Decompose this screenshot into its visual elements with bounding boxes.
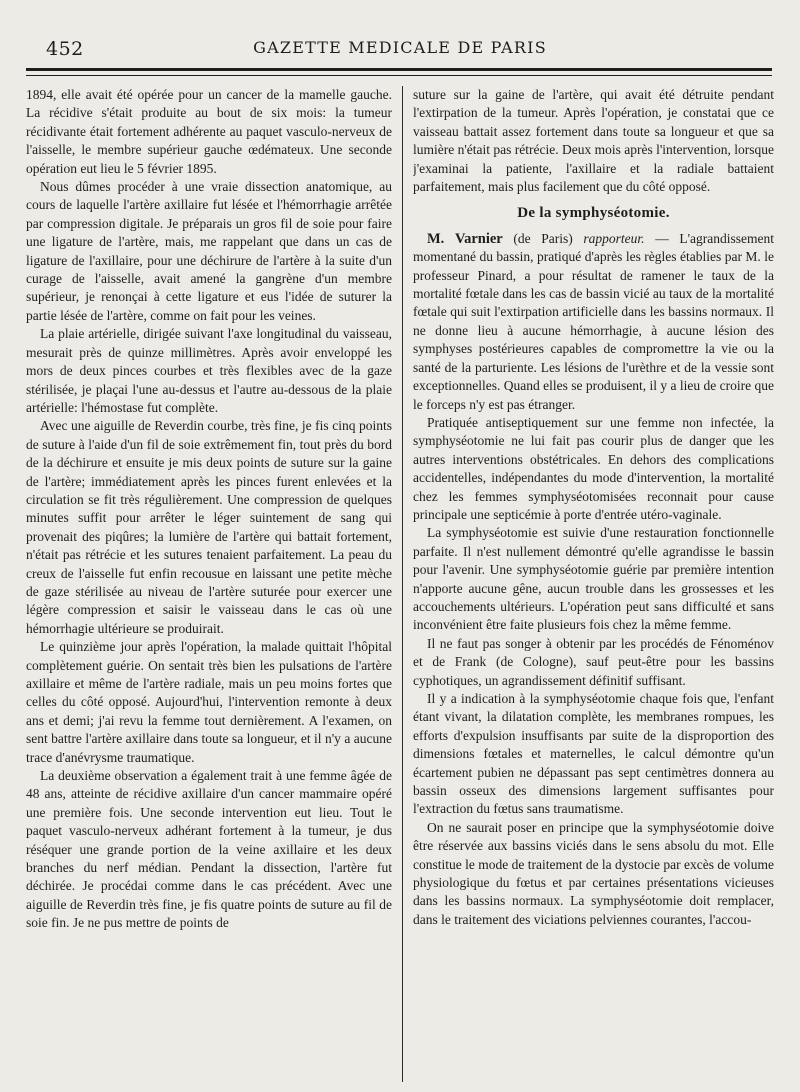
paragraph: La deuxième observation a également trait à une femme âgée de 48 ans, atteinte de récidive axillaire d'un cancer mammaire opéré une première fois. Une seconde intervention eut lieu. Tout le paquet vasculo-nerveux adhérant fortement à la tumeur, je dus réséquer une grande portion de la veine axillaire et les deux branches du nerf médian. Pendant la dissection, l'artère fut déchirée. Je procédai comme dans le cas précédent. Avec une aiguille de Reverdin très fine, je fis quatre points de suture au fil de soie fin. Je ne pus mettre de points de bbox=[26, 768, 392, 931]
paragraph: Le quinzième jour après l'opération, la malade quittait l'hôpital complètement guérie. On sentait très bien les pulsations de l'artère axillaire et même de l'artère radiale, mais un peu moins fortes que celles du côté opposé. Aujourd'hui, l'intervention remonte à deux ans et demi; j'ai revu la femme tout dernièrement. A l'examen, on sent battre l'artère axillaire dans toute sa longueur, et il n'y a aucune trace d'anévrysme traumatique. bbox=[26, 639, 392, 765]
running-title: GAZETTE MEDICALE DE PARIS bbox=[253, 38, 547, 57]
author-role: rapporteur. bbox=[583, 230, 645, 246]
column-divider bbox=[402, 86, 403, 1082]
lead-text: — L'agrandissement momentané du bassin, pratiqué d'après les règles établies par M. le professeur Pinard, a pour résultat de ramener le taux de la mortalité fœtale dans les cas de bassin vicié au taux de la mortalité fœtale qui suit l'extirpation artificielle dans les bassins normaux. Il ne donne lieu à aucune hémorrhagie, à aucune lésion des symphyses postérieures capables de compromettre la vie ou la santé de la parturiente. Les lésions de l'urèthre et de la vessie sont exceptionnelles. Quand elles se produisent, il y a lieu de croire que le forceps n'y est pas étranger. bbox=[413, 230, 774, 412]
paragraph: Il ne faut pas songer à obtenir par les procédés de Fénoménov et de Frank (de Cologne), sauf peut-être pour les bassins cyphotiques, un agrandissement définitif suffisant. bbox=[413, 635, 774, 688]
lead-paragraph bbox=[413, 230, 774, 414]
header-rule-thin bbox=[26, 75, 772, 76]
paragraph: On ne saurait poser en principe que la symphyséotomie doive être réservée aux bassins viciés dans le sens absolu du mot. Elle constitue le mode de traitement de la dystocie par excès de volume physiologique du fœtus et par certaines présentations vicieuses dans les bassins normaux. La symphyséotomie doit remplacer, dans le traitement des viciations pelviennes courantes, l'accou- bbox=[413, 819, 774, 927]
paragraph: Nous dûmes procéder à une vraie dissection anatomique, au cours de laquelle l'artère axillaire fut lésée et l'hémorrhagie arrêtée par compression digitale. Je préparais un gros fil de soie pour faire une ligature de l'artère, mais, me rappelant que dans un cas de ligature de l'axillaire, pour une déchirure de l'artère à la suite d'un curage de l'aisselle, avait amené la gangrène d'un membre supérieur, je renonçai à cette ligature et eus l'idée de suturer la partie lésée de l'artère, comme on fait pour les veines. bbox=[26, 179, 392, 323]
paragraph: suture sur la gaine de l'artère, qui avait été détruite pendant l'extirpation de la tumeur. Après l'opération, je constatai que ce vaisseau battait assez fortement dans toute sa longueur et que sa lumière n'était pas rétrécie. Deux mois après l'intervention, lorsque j'examinai la patiente, l'axillaire et la radiale battaient parfaitement, mais plus facilement que du côté opposé. bbox=[413, 87, 774, 195]
page-number: 452 bbox=[46, 38, 84, 60]
paragraph: La symphyséotomie est suivie d'une restauration fonctionnelle parfaite. Il n'est nullement démontré qu'elle agrandisse le bassin pour l'avenir. Une symphyséotomie guérie par première intention n'apporte aucune gêne, aucun trouble dans les grossesses et les accouchements ultérieurs. L'opération peut sans difficulté et sans inconvénient être faite plusieurs fois chez la même femme. bbox=[413, 525, 774, 633]
author-name: M. Varnier bbox=[427, 230, 503, 247]
paragraph: Avec une aiguille de Reverdin courbe, très fine, je fis cinq points de suture à l'aide d'un fil de soie extrêmement fin, tout près du bord de la déchirure et ensuite je mis deux points de suture sur la gaine de l'artère; immédiatement après les pinces furent enlevées et la circulation se fit très régulièrement. Une compression de quelques minutes suffit pour arrêter le léger suintement de sang qui provenait des piqûres; la lumière de l'artère qui battait fortement, n'était pas rétrécie et les sutures tenaient parfaitement. La peau du creux de l'aisselle fut enfin recousue en laissant une petite mèche de gaze stérilisée au niveau de l'artère suturée pour exercer une légère compression et saisir le vaisseau dans le cas où une hémorrhagie ultérieure se produirait. bbox=[26, 418, 392, 636]
author-place: (de Paris) bbox=[502, 230, 584, 246]
header-rule-thick bbox=[26, 68, 772, 71]
section-heading: De la symphyséotomie. bbox=[517, 205, 670, 222]
paragraph: 1894, elle avait été opérée pour un cancer de la mamelle gauche. La récidive s'était produite au bout de six mois: la tumeur récidivante était fortement adhérente au paquet vasculo-nerveux de l'aisselle, le membre supérieur gauche œdémateux. Une seconde opération eut lieu le 5 février 1895. bbox=[26, 87, 392, 176]
paragraph: La plaie artérielle, dirigée suivant l'axe longitudinal du vaisseau, mesurait près de quinze millimètres. Après avoir enveloppé les mors de deux pinces courbes et très flexibles avec de la gaze stérilisée, je plaçai l'une au-dessus et l'autre au-dessous de la plaie artérielle: l'hémostase fut complète. bbox=[26, 326, 392, 415]
left-column bbox=[26, 86, 392, 1082]
paragraph: Il y a indication à la symphyséotomie chaque fois que, l'enfant étant vivant, la dilatation complète, les membranes rompues, les efforts d'expulsion insuffisants par suite de la disproportion des dimensions fœtales et maternelles, le calcul démontre qu'un écartement pubien ne dépassant pas sept centimètres donnera au bassin osseux des dimensions largement suffisantes pour l'extraction du fœtus sans traumatisme. bbox=[413, 691, 774, 817]
right-column bbox=[413, 86, 774, 1082]
paragraph: Pratiquée antiseptiquement sur une femme non infectée, la symphyséotomie ne lui fait pas courir plus de danger que les autres interventions obstétricales. En dehors des complications accidentelles, indépendantes du mode d'intervention, la mortalité chez les femmes symphyséotomisées reconnait pour cause principale une septicémie à porte d'entrée utéro-vaginale. bbox=[413, 414, 774, 522]
